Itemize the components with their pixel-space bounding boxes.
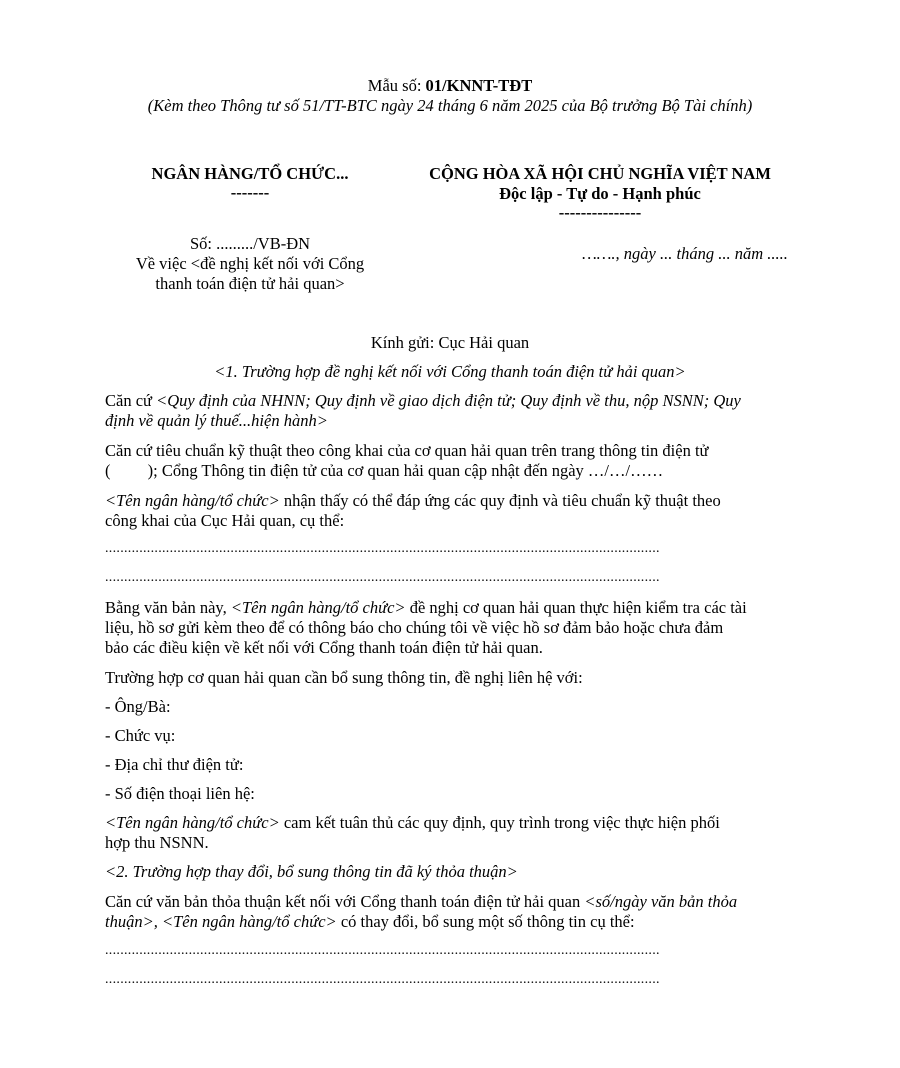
dotted-line: .................................................................................................................................................. [105, 541, 660, 556]
capability-text: nhận thấy có thể đáp ứng các quy định và tiêu chuẩn kỹ thuật theo [279, 491, 721, 510]
commitment-line-1 [105, 813, 720, 833]
agreement-bank-placeholder: thuận>, <Tên ngân hàng/tổ chức> [105, 912, 337, 931]
contact-intro: Trường hợp cơ quan hải quan cần bổ sung thông tin, đề nghị liên hệ với: [105, 668, 583, 687]
bank-name-placeholder: <Tên ngân hàng/tổ chức> [105, 813, 280, 832]
agreement-ref-placeholder: <số/ngày văn bản thỏa [584, 892, 738, 911]
bank-name-placeholder: <Tên ngân hàng/tổ chức> [105, 491, 280, 510]
recipient: Kính gửi: Cục Hải quan [370, 333, 530, 352]
attachment-note: (Kèm theo Thông tư số 51/TT-BTC ngày 24 tháng 6 năm 2025 của Bộ trưởng Bộ Tài chính) [147, 96, 753, 115]
contact-email: - Địa chỉ thư điện tử: [105, 755, 244, 774]
subject-line-1: Về việc <đề nghị kết nối với Cổng [135, 254, 365, 273]
contact-name: - Ông/Bà: [105, 697, 171, 716]
capability-line-2: công khai của Cục Hải quan, cụ thể: [105, 511, 345, 530]
motto-rule: --------------- [558, 203, 642, 222]
basis-line-1 [105, 391, 741, 411]
contact-title: - Chức vụ: [105, 726, 176, 745]
contact-phone: - Số điện thoại liên hệ: [105, 784, 255, 803]
basis-regulations: <Quy định của NHNN; Quy định về giao dịch điện tử; Quy định về thu, nộp NSNN; Quy [156, 391, 741, 410]
org-rule: ------- [230, 183, 270, 202]
form-number [0, 76, 900, 96]
request-text: đề nghị cơ quan hải quan thực hiện kiểm tra các tài [405, 598, 747, 617]
dotted-line: .................................................................................................................................................. [105, 943, 660, 958]
subject-line-2: thanh toán điện tử hải quan> [155, 274, 345, 293]
dotted-line: .................................................................................................................................................. [105, 972, 660, 987]
capability-line-1 [105, 491, 721, 511]
country-name: CỘNG HÒA XÃ HỘI CHỦ NGHĨA VIỆT NAM [429, 164, 771, 183]
amendment-line-2 [105, 912, 635, 932]
request-prefix: Bằng văn bản này, [105, 598, 231, 617]
commitment-line-2: hợp thu NSNN. [105, 833, 209, 852]
amendment-line-1 [105, 892, 737, 912]
basis-line-2: định về quản lý thuế...hiện hành> [105, 411, 328, 430]
amendment-prefix: Căn cứ văn bản thỏa thuận kết nối với Cổng thanh toán điện tử hải quan [105, 892, 585, 911]
request-line-2: liệu, hồ sơ gửi kèm theo để có thông báo cho chúng tôi về việc hồ sơ đảm bảo hoặc chưa đảm [105, 618, 724, 637]
case-1-title: <1. Trường hợp đề nghị kết nối với Cổng thanh toán điện tử hải quan> [214, 362, 686, 381]
org-name: NGÂN HÀNG/TỔ CHỨC... [151, 164, 349, 183]
motto: Độc lập - Tự do - Hạnh phúc [499, 184, 701, 203]
case-2-title: <2. Trường hợp thay đổi, bổ sung thông tin đã ký thỏa thuận> [105, 862, 518, 881]
document-number: Số: ........./VB-ĐN [189, 234, 311, 253]
request-line-3: bảo các điều kiện về kết nối với Cổng thanh toán điện tử hải quan. [105, 638, 543, 657]
amendment-text: có thay đổi, bổ sung một số thông tin cụ thể: [336, 912, 635, 931]
request-line-1 [105, 598, 747, 618]
technical-basis-line-1: Căn cứ tiêu chuẩn kỹ thuật theo công khai của cơ quan hải quan trên trang thông tin điện tử [105, 441, 709, 460]
commitment-text: cam kết tuân thủ các quy định, quy trình trong việc thực hiện phối [279, 813, 720, 832]
dotted-line: .................................................................................................................................................. [105, 570, 660, 585]
place-date: ……., ngày ... tháng ... năm ..... [582, 244, 788, 263]
bank-name-placeholder: <Tên ngân hàng/tổ chức> [230, 598, 406, 617]
form-number-code: 01/KNNT-TĐT [425, 76, 533, 95]
basis-prefix: Căn cứ [105, 391, 157, 410]
technical-basis-line-2: ( ); Cổng Thông tin điện tử của cơ quan hải quan cập nhật đến ngày …/…/…… [105, 461, 664, 480]
form-number-label: Mẫu số: [367, 76, 426, 95]
